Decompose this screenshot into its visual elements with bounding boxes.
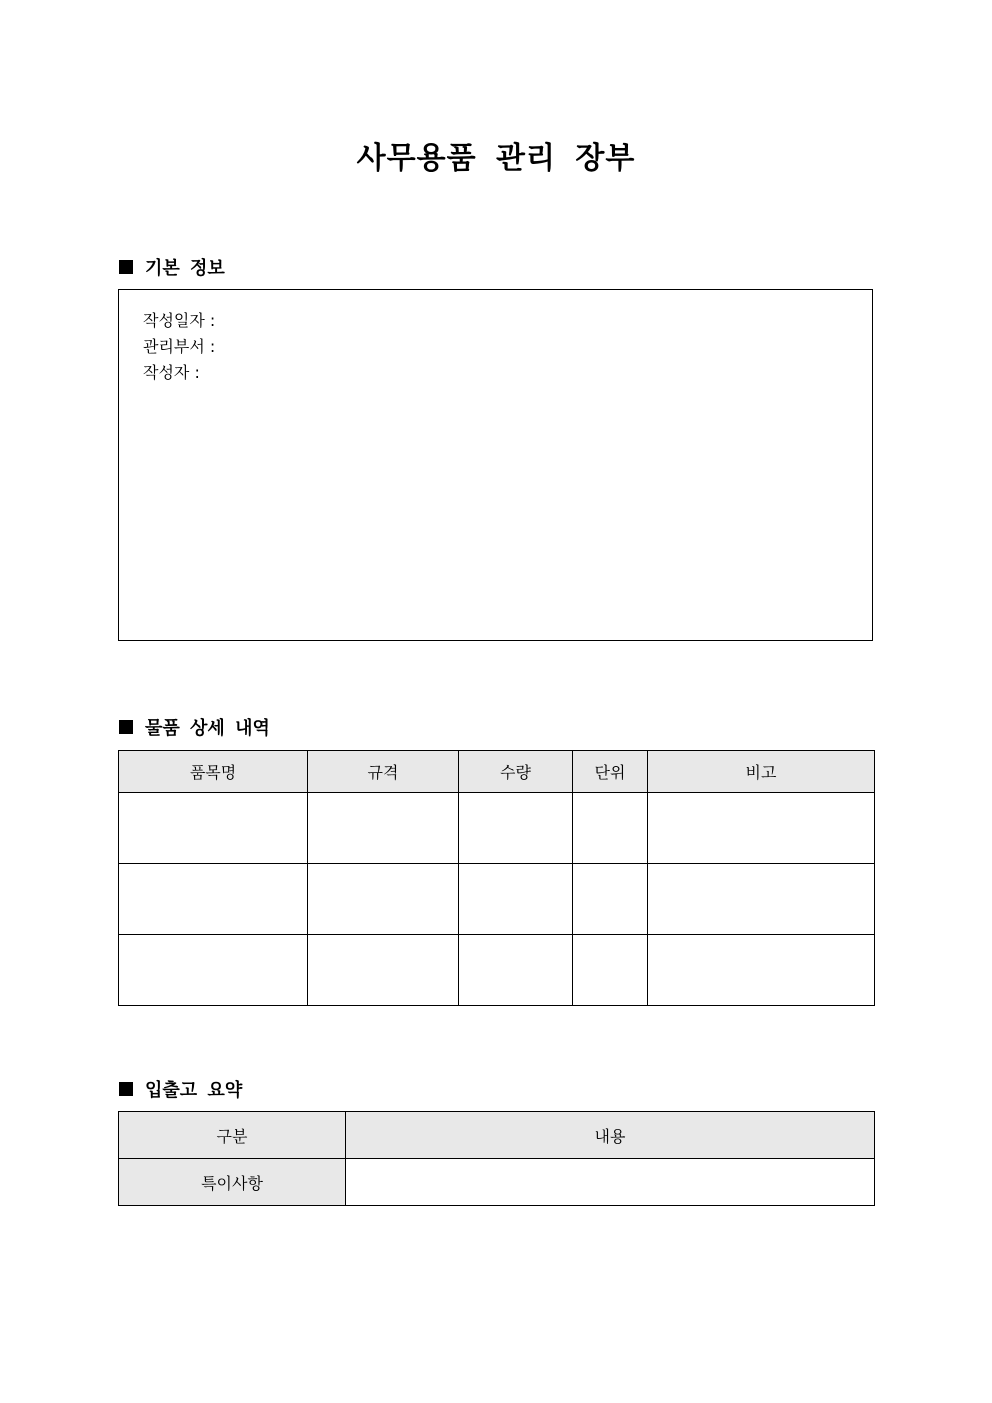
table-header-row bbox=[119, 751, 875, 793]
basic-info-box bbox=[118, 289, 873, 641]
info-line-date: 작성일자 : bbox=[143, 311, 216, 330]
table-header-row bbox=[119, 1112, 875, 1159]
row-label-remarks: 특이사항 bbox=[119, 1159, 346, 1206]
table-cell[interactable] bbox=[459, 935, 573, 1006]
table-cell[interactable] bbox=[573, 864, 648, 935]
info-line-department: 관리부서 : bbox=[143, 337, 216, 356]
table-cell[interactable] bbox=[308, 935, 459, 1006]
square-bullet-icon bbox=[119, 720, 133, 734]
table-cell[interactable] bbox=[346, 1159, 875, 1206]
table-cell[interactable] bbox=[119, 864, 308, 935]
column-header-item-name: 품목명 bbox=[119, 751, 308, 793]
section-heading-basic-info bbox=[119, 254, 225, 280]
column-header-unit: 단위 bbox=[573, 751, 648, 793]
section-heading-label: 물품 상세 내역 bbox=[145, 718, 270, 739]
section-heading-label: 기본 정보 bbox=[145, 258, 225, 279]
page-title: 사무용품 관리 장부 bbox=[356, 141, 636, 176]
column-header-remarks: 비고 bbox=[648, 751, 875, 793]
table-cell[interactable] bbox=[648, 793, 875, 864]
section-heading-item-details bbox=[119, 714, 270, 740]
table-cell[interactable] bbox=[459, 793, 573, 864]
table-cell[interactable] bbox=[573, 793, 648, 864]
table-cell[interactable] bbox=[308, 793, 459, 864]
table-cell[interactable] bbox=[119, 793, 308, 864]
table-cell[interactable] bbox=[573, 935, 648, 1006]
table-cell[interactable] bbox=[119, 935, 308, 1006]
square-bullet-icon bbox=[119, 260, 133, 274]
table-cell[interactable] bbox=[648, 935, 875, 1006]
column-header-spec: 규격 bbox=[308, 751, 459, 793]
info-line-author: 작성자 : bbox=[143, 363, 200, 382]
table-row bbox=[119, 864, 875, 935]
table-row bbox=[119, 1159, 875, 1206]
column-header-category: 구분 bbox=[119, 1112, 346, 1159]
column-header-quantity: 수량 bbox=[459, 751, 573, 793]
square-bullet-icon bbox=[119, 1082, 133, 1096]
table-cell[interactable] bbox=[648, 864, 875, 935]
section-heading-label: 입출고 요약 bbox=[145, 1080, 243, 1101]
column-header-content: 내용 bbox=[346, 1112, 875, 1159]
section-heading-inout-summary bbox=[119, 1076, 242, 1102]
table-row bbox=[119, 793, 875, 864]
inout-summary-table bbox=[118, 1111, 875, 1206]
table-cell[interactable] bbox=[459, 864, 573, 935]
item-details-table bbox=[118, 750, 875, 1006]
table-cell[interactable] bbox=[308, 864, 459, 935]
table-row bbox=[119, 935, 875, 1006]
